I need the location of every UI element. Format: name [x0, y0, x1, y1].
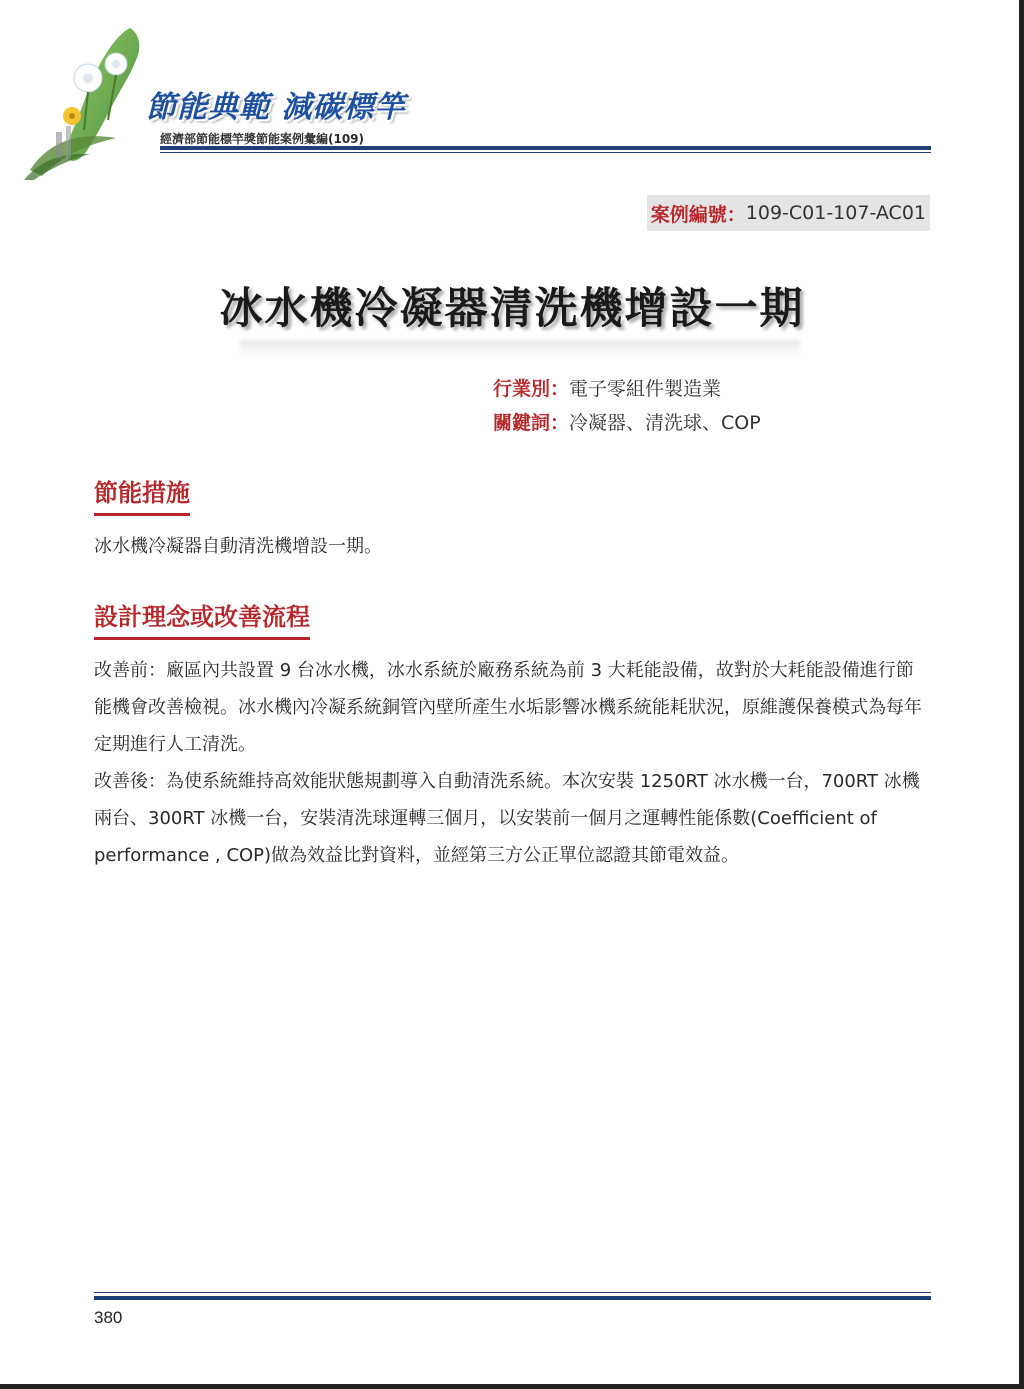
section-title-measures: 節能措施 [94, 473, 190, 516]
title-reflection [240, 340, 800, 358]
page-header [0, 0, 1024, 190]
brand-subtitle: 經濟部節能標竿獎節能案例彙編(109) [160, 132, 365, 146]
industry-row [493, 372, 761, 406]
paragraph: 冰水機冷凝器自動清洗機增設一期。 [94, 536, 382, 557]
case-number-value: 109-C01-107-AC01 [745, 202, 926, 224]
keywords-row [493, 406, 761, 440]
section-body-design [94, 652, 930, 874]
page-number: 380 [94, 1308, 123, 1327]
case-meta [493, 372, 761, 440]
keywords-label: 關鍵詞： [493, 412, 570, 434]
header-rule [160, 146, 931, 150]
brand-title: 節能典範 減碳標竿 [146, 90, 406, 125]
taiwan-map-dandelion-logo [20, 20, 160, 180]
case-number-box [647, 195, 930, 231]
case-number-label: 案例編號： [650, 203, 746, 226]
footer-rule [94, 1296, 931, 1300]
section-body-measures [94, 528, 930, 565]
industry-value: 電子零組件製造業 [569, 378, 722, 400]
paragraph-after: 改善後：為使系統維持高效能狀態規劃導入自動清洗系統。本次安裝 1250RT 冰水機一台，700RT 冰機兩台、300RT 冰機一台，安裝清洗球運轉三個月，以安裝前一個月之運轉性能係數(Coefficient of performance , COP)做為效益比對資料，並經第三方公正單位認證其節電效益。 [94, 771, 920, 866]
industry-label: 行業別： [493, 378, 570, 400]
paragraph-before: 改善前：廠區內共設置 9 台冰水機，冰水系統於廠務系統為前 3 大耗能設備，故對於大耗能設備進行節能機會改善檢視。冰水機內冷凝系統銅管內壁所產生水垢影響冰機系統能耗狀況，原維護保養模式為每年定期進行人工清洗。 [94, 660, 922, 755]
header-rule-thin [160, 152, 931, 153]
section-title-design: 設計理念或改善流程 [94, 597, 310, 640]
keywords-value: 冷凝器、清洗球、COP [569, 412, 761, 434]
footer-rule-thin [94, 1292, 931, 1293]
page-title: 冰水機冷凝器清洗機增設一期 [219, 284, 805, 334]
